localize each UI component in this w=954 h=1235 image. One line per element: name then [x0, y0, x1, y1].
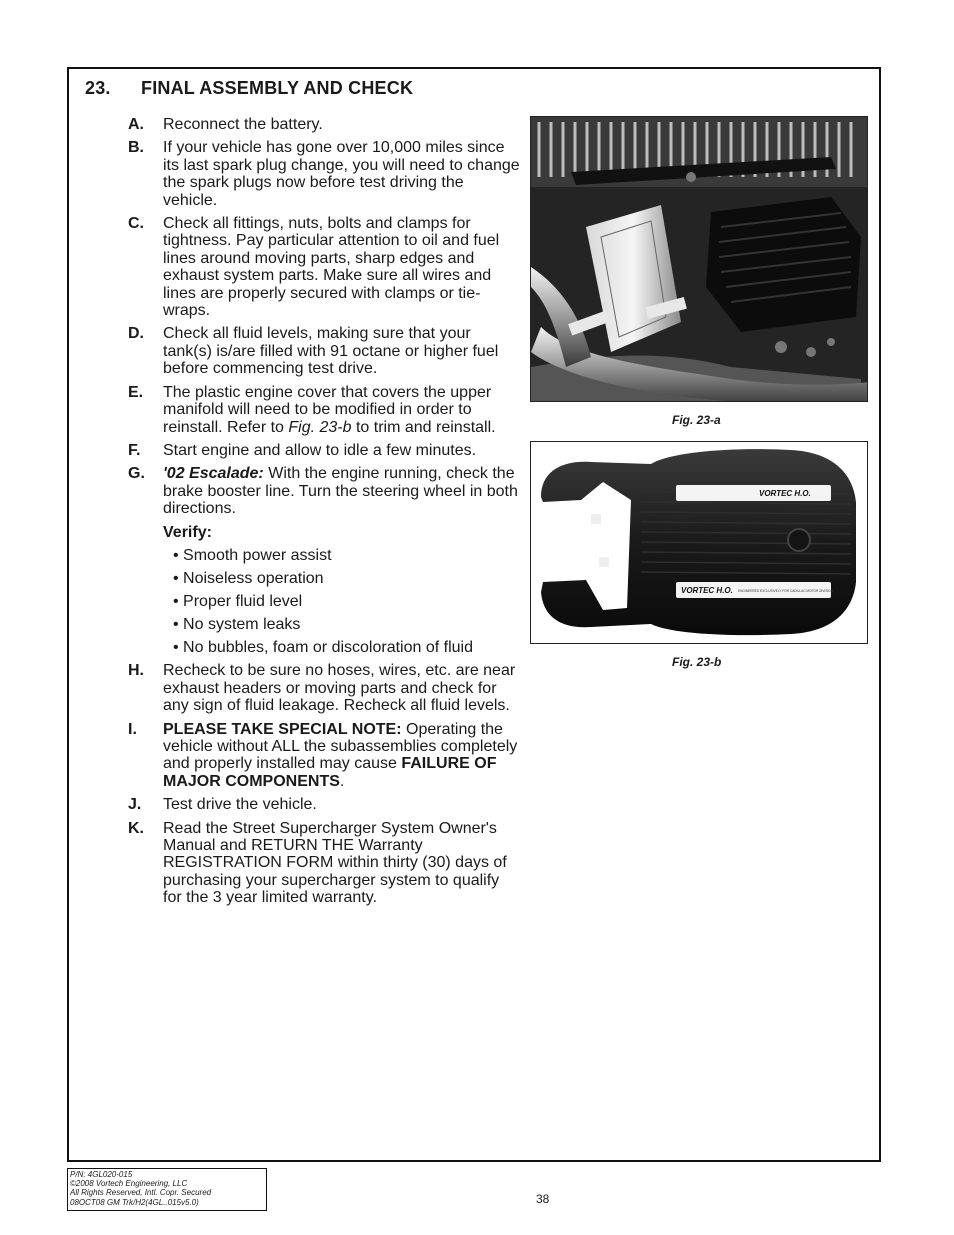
- verify-item: • Proper fluid level: [173, 592, 303, 610]
- part-number: P/N: 4GL020-015: [70, 1170, 133, 1179]
- step-text-part: .: [339, 772, 345, 790]
- figure-caption: Fig. 23-a: [672, 413, 721, 427]
- step-letter: C.: [128, 215, 144, 233]
- step-text: If your vehicle has gone over 10,000 miles since its last spark plug change, you will need to change the spark plugs now before test driving the vehicle.: [163, 139, 520, 209]
- step-f: [128, 442, 520, 459]
- step-c: [128, 215, 520, 319]
- step-h: [128, 662, 520, 714]
- page-number: 38: [536, 1192, 550, 1206]
- special-note-label: PLEASE TAKE SPECIAL NOTE:: [163, 720, 402, 738]
- copyright: ©2008 Vortech Engineering, LLC: [70, 1179, 188, 1189]
- step-text-part: The plastic engine cover that covers the upper manifold will need to be modified in order to reinstall. Refer to: [163, 383, 492, 436]
- engine-bay-photo: [530, 116, 868, 402]
- step-text: Reconnect the battery.: [163, 116, 323, 133]
- vehicle-note: '02 Escalade:: [163, 465, 264, 483]
- step-e: [128, 384, 520, 436]
- step-letter: G.: [128, 465, 145, 483]
- section-heading: [85, 78, 413, 99]
- step-text: [163, 465, 520, 517]
- section-number: 23.: [85, 78, 111, 98]
- warning-emphasis: FAILURE OF MAJOR COMPONENTS: [163, 755, 497, 790]
- verify-item: • No bubbles, foam or discoloration of fluid: [173, 638, 473, 656]
- verify-item: • No system leaks: [173, 615, 301, 633]
- verify-item: • Noiseless operation: [173, 569, 324, 587]
- step-letter: B.: [128, 139, 144, 157]
- step-text: Check all fittings, nuts, bolts and clamps for tightness. Pay particular attention to oil and fuel lines around moving parts, sharp edges and exhaust system parts. Make sure all wires and lines are properly secured with clamps or tie-wraps.: [163, 215, 500, 320]
- step-text-part: With the engine running, check the brake booster line. Turn the steering wheel in both directions.: [163, 465, 518, 518]
- section-title: FINAL ASSEMBLY AND CHECK: [141, 78, 414, 98]
- step-text: Check all fluid levels, making sure that your tank(s) is/are filled with 91 octane or higher fuel before commencing test drive.: [163, 325, 499, 378]
- badge-text: VORTEC H.O.: [681, 586, 733, 595]
- step-text-part: to trim and reinstall.: [351, 418, 496, 436]
- step-letter: D.: [128, 325, 144, 343]
- engine-cover-illustration: [531, 442, 868, 644]
- badge-top: [676, 485, 831, 501]
- step-b: [128, 139, 520, 209]
- badge-subtext: ENGINEERED EXCLUSIVELY FOR CADILLAC MOTOR DIVISION: [738, 589, 834, 593]
- badge-bottom: [676, 582, 834, 598]
- verify-item: • Smooth power assist: [173, 546, 332, 564]
- step-text: Recheck to be sure no hoses, wires, etc. are near exhaust headers or moving parts and check for any sign of fluid leakage. Recheck all fluid levels.: [163, 662, 516, 715]
- step-letter: E.: [128, 383, 144, 401]
- figure-reference: Fig. 23-b: [288, 418, 352, 436]
- step-letter: A.: [128, 116, 144, 133]
- engine-bay-illustration: [531, 117, 868, 402]
- step-g: [128, 465, 520, 517]
- step-a: [128, 116, 520, 133]
- step-letter: K.: [128, 819, 144, 837]
- step-text: Test drive the vehicle.: [163, 796, 317, 814]
- step-i: [128, 721, 520, 791]
- step-text: [163, 721, 520, 791]
- step-text: [163, 384, 520, 436]
- document-info-box: [67, 1168, 267, 1211]
- step-letter: F.: [128, 441, 141, 459]
- step-j: [128, 796, 520, 813]
- step-text-part: Operating the vehicle without ALL the subassemblies completely and properly installed may cause: [163, 720, 518, 773]
- step-letter: I.: [128, 720, 137, 738]
- rights-notice: All Rights Reserved, Intl. Copr. Secured: [70, 1188, 212, 1198]
- step-k: [128, 820, 520, 907]
- step-letter: H.: [128, 662, 144, 680]
- step-list: [128, 116, 520, 913]
- engine-cover-photo: [530, 441, 868, 644]
- badge-text: VORTEC H.O.: [759, 489, 811, 498]
- figure-caption: Fig. 23-b: [672, 655, 722, 669]
- step-text: Start engine and allow to idle a few minutes.: [163, 441, 477, 459]
- step-d: [128, 325, 520, 377]
- verify-list: [173, 547, 520, 656]
- step-letter: J.: [128, 796, 142, 814]
- step-text: Read the Street Supercharger System Owner's Manual and RETURN THE Warranty REGISTRATION FORM within thirty (30) days of purchasing your supercharger system to qualify for the 3 year limited warranty.: [163, 819, 507, 907]
- verify-heading: Verify:: [163, 523, 212, 541]
- revision-code: 08OCT08 GM Trk/H2(4GL..015v5.0): [70, 1197, 199, 1207]
